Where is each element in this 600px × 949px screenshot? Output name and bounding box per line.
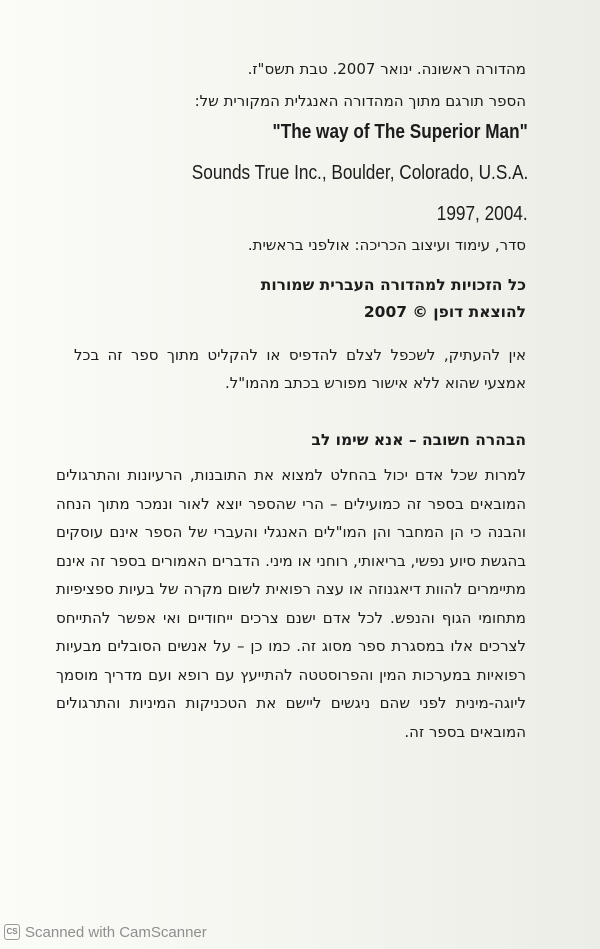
original-title: "The way of The Superior Man" (272, 121, 528, 143)
scanner-text: Scanned with CamScanner (25, 923, 207, 941)
copy-notice: אין להעתיק, לשכפל לצלם להדפיס או להקליט מתוך ספר זה בכל אמצעי שהוא ללא אישור מפורש בכתב מהמו"ל. (74, 346, 526, 392)
edition-line: מהדורה ראשונה. ינואר 2007. טבת תשס"ז. (247, 60, 526, 78)
rights-line-2: להוצאת דופן © 2007 (363, 303, 526, 321)
disclaimer-body: למרות שכל אדם יכול בהחלט למצוא את התובנות, הרעיונות והתרגולים המובאים בספר זה כמועילים – הרי שהספר יוצא לאור ונמכר מתוך הנחה והבנה כי הן המחבר והן המו"לים האנגלי והעברי של הספר אינם עוסקים בהגשת סיוע נפשי, בריאותי, רוחני או מיני. הדברים האמורים בספר זה אינם מתיימרים להוות דיאגנוזה או עצה רפואית לשום מקרה של בעיות ספציפיות מתחומי הגוף והנפש. לכל אדם ישנם צרכים ייחודיים ואי אפשר להתייחס לצרכים אלו במסגרת ספר מסוג זה. כמו כן – על אנשים הסובלים מבעיות רפואיות במערכות המין והפרוסטטה להתייעץ עם רופא ועם מדריך מוסמך ליוגה-מינית לפני שהם ניגשים ליישם את הטכניקות המיניות והתרגולים המובאים בספר זה. (56, 466, 526, 741)
years-line: 1997, 2004. (437, 203, 528, 225)
disclaimer-heading: הבהרה חשובה – אנא שימו לב (311, 431, 526, 449)
rights-line-1: כל הזכויות למהדורה העברית שמורות (260, 276, 526, 294)
translated-from-line: הספר תורגם מתוך המהדורה האנגלית המקורית של: (194, 92, 526, 110)
publisher-line: Sounds True Inc., Boulder, Colorado, U.S.A. (191, 162, 528, 184)
credits-line: סדר, עימוד ועיצוב הכריכה: אולפני בראשית. (247, 236, 526, 254)
camscanner-logo-icon: CS (4, 924, 20, 940)
camscanner-watermark (4, 922, 207, 942)
